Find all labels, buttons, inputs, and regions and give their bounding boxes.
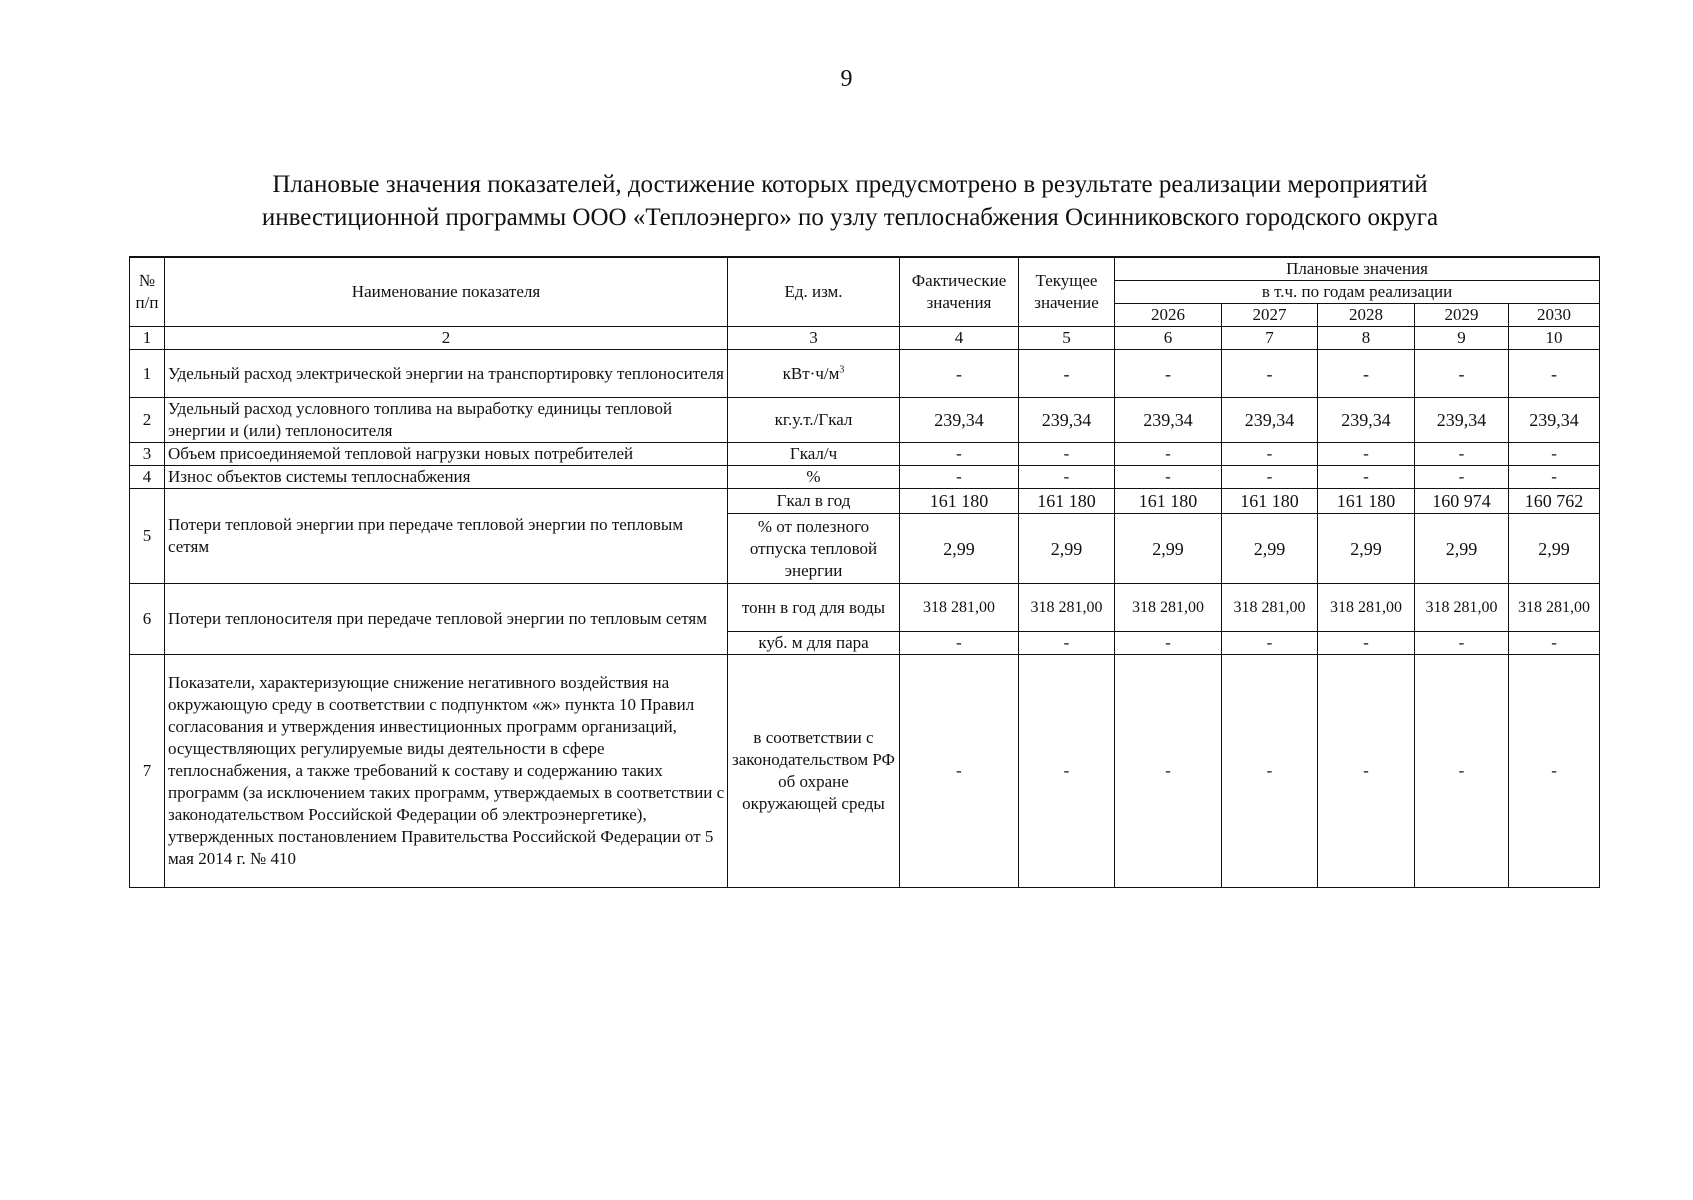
value-cell: 2,99	[1318, 514, 1415, 584]
value-cell: -	[1222, 350, 1318, 398]
unit-cell: Гкал/ч	[728, 443, 900, 466]
column-numbers-row	[130, 327, 1600, 350]
value-cell: 2,99	[900, 514, 1019, 584]
value-cell: 161 180	[1222, 489, 1318, 514]
value-cell: 318 281,00	[1115, 584, 1222, 632]
table-row	[130, 466, 1600, 489]
header-by-years: в т.ч. по годам реализации	[1115, 281, 1600, 304]
header-name: Наименование показателя	[165, 257, 728, 327]
column-number: 7	[1222, 327, 1318, 350]
indicator-name: Показатели, характеризующие снижение негативного воздействия на окружающую среду в соответствии с подпунктом «ж» пункта 10 Правил согласования и утверждения инвестиционных программ организаций, осуществляющих регулируемые виды деятельности в сфере теплоснабжения, а также требований к составу и содержанию таких программ (за исключением таких программ, утверждаемых в соответствии с законодательством Российской Федерации об электроэнергетике), утвержденных постановлением Правительства Российской Федерации от 5 мая 2014 г. № 410	[165, 655, 728, 888]
value-cell: -	[1318, 655, 1415, 888]
header-actual: Фактические значения	[900, 257, 1019, 327]
unit-cell: %	[728, 466, 900, 489]
value-cell: -	[1115, 443, 1222, 466]
value-cell: -	[900, 632, 1019, 655]
value-cell: -	[1509, 350, 1600, 398]
value-cell: -	[1222, 655, 1318, 888]
column-number: 9	[1415, 327, 1509, 350]
indicator-name: Удельный расход электрической энергии на транспортировку теплоносителя	[165, 350, 728, 398]
value-cell: 160 974	[1415, 489, 1509, 514]
value-cell: -	[1222, 443, 1318, 466]
value-cell: 318 281,00	[1509, 584, 1600, 632]
table-row	[130, 443, 1600, 466]
value-cell: 161 180	[1019, 489, 1115, 514]
value-cell: -	[1115, 632, 1222, 655]
year-cell: 2027	[1222, 304, 1318, 327]
table-row	[130, 655, 1600, 888]
header-current: Текущее значение	[1019, 257, 1115, 327]
title-line-1: Плановые значения показателей, достижение которых предусмотрено в результате реализации мероприятий	[272, 171, 1428, 198]
value-cell: 161 180	[1115, 489, 1222, 514]
value-cell: -	[1115, 655, 1222, 888]
value-cell: -	[1115, 466, 1222, 489]
value-cell: 239,34	[1222, 398, 1318, 443]
indicator-name: Объем присоединяемой тепловой нагрузки новых потребителей	[165, 443, 728, 466]
value-cell: 2,99	[1115, 514, 1222, 584]
value-cell: -	[1509, 443, 1600, 466]
value-cell: 2,99	[1509, 514, 1600, 584]
table-row	[130, 398, 1600, 443]
column-number: 2	[165, 327, 728, 350]
title-line-2: инвестиционной программы ООО «Теплоэнерго» по узлу теплоснабжения Осинниковского городского округа	[261, 204, 1439, 231]
value-cell: 318 281,00	[900, 584, 1019, 632]
value-cell: -	[1318, 632, 1415, 655]
column-number: 8	[1318, 327, 1415, 350]
value-cell: -	[1019, 466, 1115, 489]
header-unit: Ед. изм.	[728, 257, 900, 327]
value-cell: -	[1318, 466, 1415, 489]
year-cell: 2030	[1509, 304, 1600, 327]
value-cell: 239,34	[1318, 398, 1415, 443]
value-cell: -	[900, 350, 1019, 398]
value-cell: 2,99	[1415, 514, 1509, 584]
value-cell: -	[1509, 655, 1600, 888]
indicator-name: Потери тепловой энергии при передаче тепловой энергии по тепловым сетям	[165, 489, 728, 584]
row-number: 6	[130, 584, 165, 655]
value-cell: -	[1509, 632, 1600, 655]
value-cell: -	[900, 655, 1019, 888]
page-number: 9	[840, 66, 853, 92]
year-cell: 2029	[1415, 304, 1509, 327]
value-cell: -	[1222, 632, 1318, 655]
table-row	[130, 584, 1600, 632]
value-cell: -	[1019, 443, 1115, 466]
value-cell: -	[1415, 350, 1509, 398]
value-cell: -	[1509, 466, 1600, 489]
unit-superscript: 3	[839, 363, 845, 375]
column-number: 3	[728, 327, 900, 350]
unit-cell: Гкал в год	[728, 489, 900, 514]
column-number: 1	[130, 327, 165, 350]
row-number: 4	[130, 466, 165, 489]
unit-text: кВт·ч/м	[782, 363, 840, 383]
row-number: 1	[130, 350, 165, 398]
value-cell: -	[1415, 466, 1509, 489]
value-cell: -	[1019, 632, 1115, 655]
indicator-name: Удельный расход условного топлива на выработку единицы тепловой энергии и (или) теплоносителя	[165, 398, 728, 443]
document-title	[150, 168, 1550, 234]
value-cell: -	[1115, 350, 1222, 398]
value-cell: 161 180	[900, 489, 1019, 514]
value-cell: -	[1019, 350, 1115, 398]
unit-cell: % от полезного отпуска тепловой энергии	[728, 514, 900, 584]
value-cell: 2,99	[1222, 514, 1318, 584]
column-number: 10	[1509, 327, 1600, 350]
value-cell: 318 281,00	[1415, 584, 1509, 632]
value-cell: 160 762	[1509, 489, 1600, 514]
row-number: 2	[130, 398, 165, 443]
value-cell: 239,34	[900, 398, 1019, 443]
row-number: 3	[130, 443, 165, 466]
value-cell: -	[900, 443, 1019, 466]
value-cell: -	[1019, 655, 1115, 888]
column-number: 6	[1115, 327, 1222, 350]
table-row	[130, 350, 1600, 398]
header-no: № п/п	[130, 257, 165, 327]
value-cell: 318 281,00	[1222, 584, 1318, 632]
unit-cell: куб. м для пара	[728, 632, 900, 655]
indicator-name: Потери теплоносителя при передаче тепловой энергии по тепловым сетям	[165, 584, 728, 655]
unit-cell: кг.у.т./Гкал	[728, 398, 900, 443]
indicator-name: Износ объектов системы теплоснабжения	[165, 466, 728, 489]
row-number: 5	[130, 489, 165, 584]
header-row-1	[130, 257, 1600, 281]
value-cell: 318 281,00	[1019, 584, 1115, 632]
value-cell: -	[1318, 443, 1415, 466]
value-cell: -	[1318, 350, 1415, 398]
unit-cell: тонн в год для воды	[728, 584, 900, 632]
table-row	[130, 489, 1600, 514]
value-cell: 161 180	[1318, 489, 1415, 514]
value-cell: -	[1222, 466, 1318, 489]
unit-cell	[728, 350, 900, 398]
value-cell: -	[1415, 632, 1509, 655]
value-cell: -	[1415, 443, 1509, 466]
value-cell: 239,34	[1509, 398, 1600, 443]
year-cell: 2028	[1318, 304, 1415, 327]
column-number: 5	[1019, 327, 1115, 350]
column-number: 4	[900, 327, 1019, 350]
year-cell: 2026	[1115, 304, 1222, 327]
row-number: 7	[130, 655, 165, 888]
value-cell: 239,34	[1115, 398, 1222, 443]
value-cell: 318 281,00	[1318, 584, 1415, 632]
indicators-table	[129, 256, 1600, 888]
value-cell: 239,34	[1415, 398, 1509, 443]
header-planned: Плановые значения	[1115, 257, 1600, 281]
value-cell: -	[1415, 655, 1509, 888]
unit-cell: в соответствии с законодательством РФ об охране окружающей среды	[728, 655, 900, 888]
value-cell: 239,34	[1019, 398, 1115, 443]
value-cell: -	[900, 466, 1019, 489]
value-cell: 2,99	[1019, 514, 1115, 584]
